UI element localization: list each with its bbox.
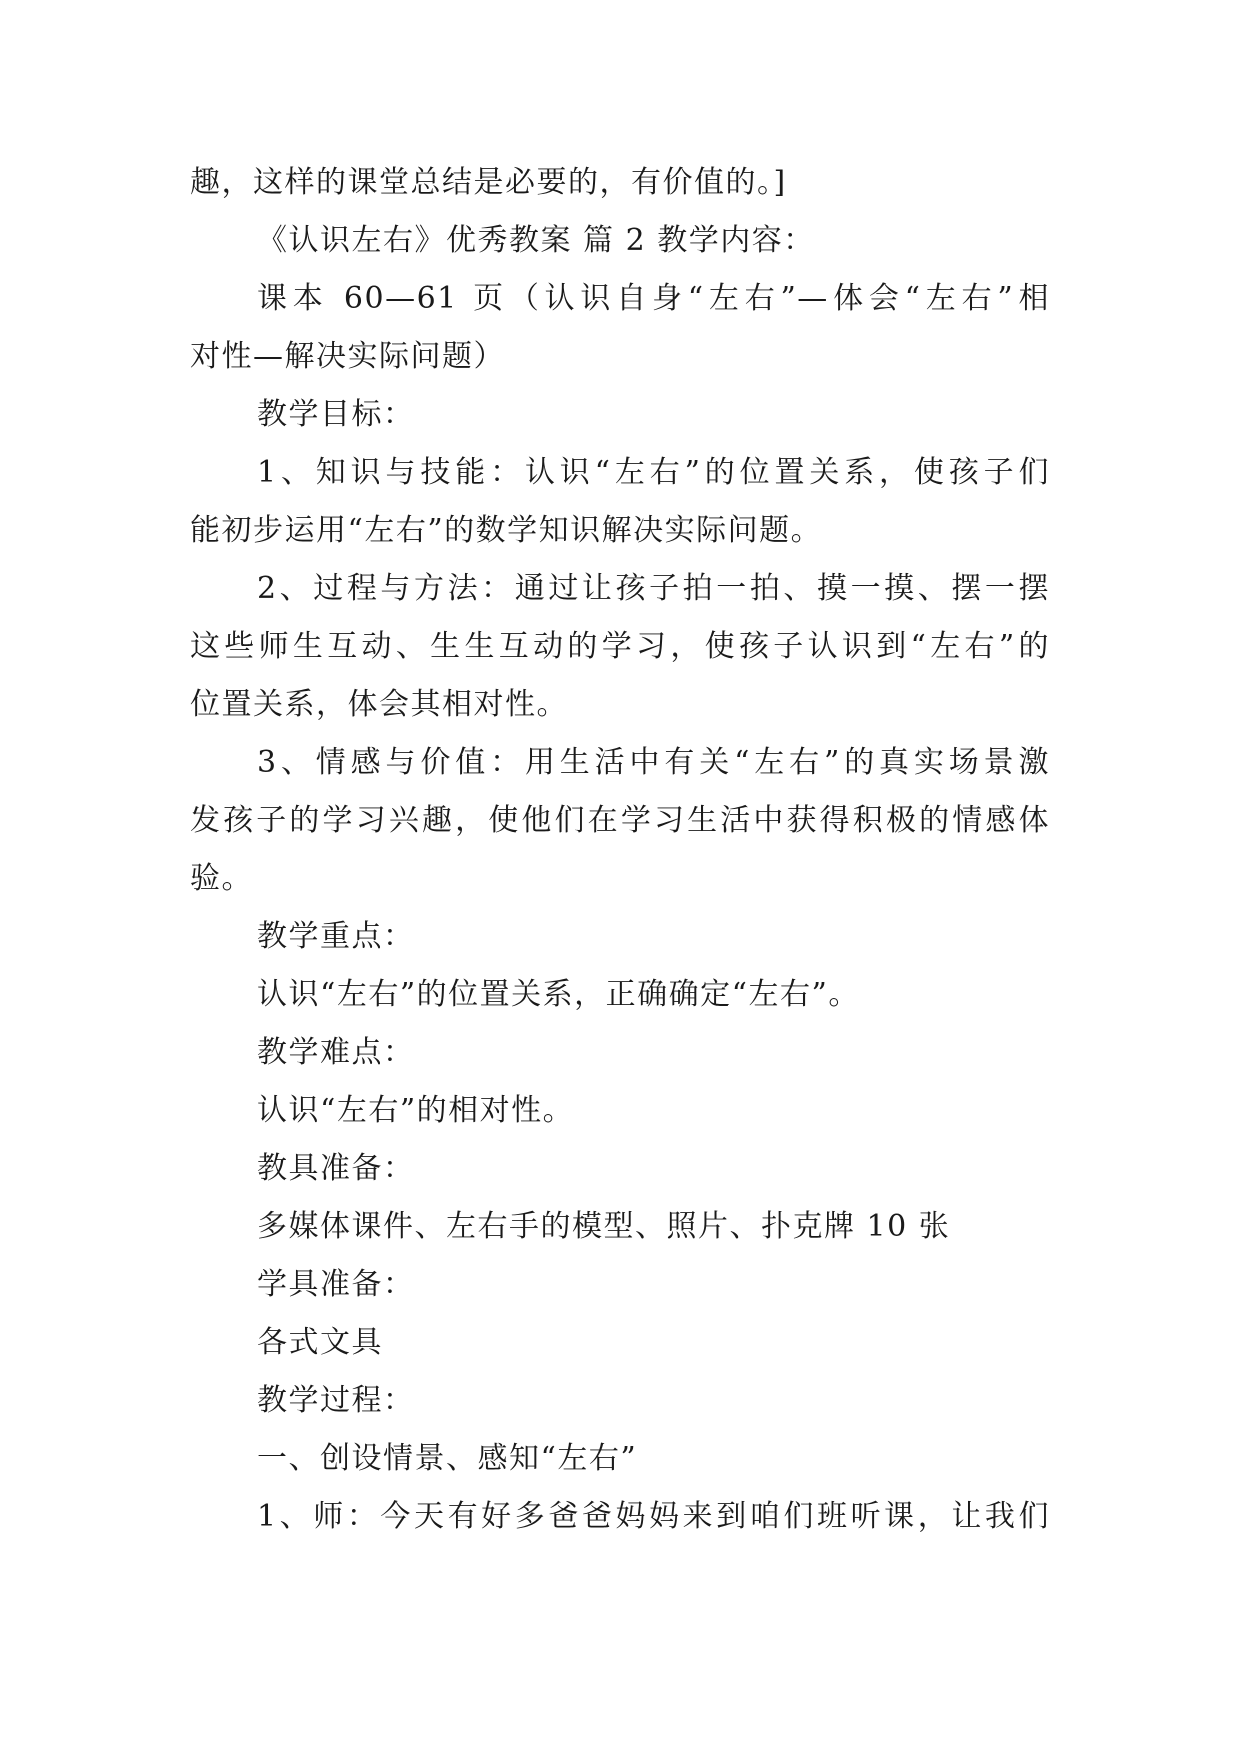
text-line: 各式文具 bbox=[257, 1325, 383, 1360]
text-line: 1、师：今天有好多爸爸妈妈来到咱们班听课，让我们 bbox=[257, 1499, 1050, 1534]
subheading: 教学难点： bbox=[257, 1035, 415, 1070]
text-line: 1、知识与技能：认识“左右”的位置关系，使孩子们 bbox=[257, 455, 1050, 490]
text-line: 能初步运用“左右”的数学知识解决实际问题。 bbox=[190, 513, 823, 548]
text-line: 趣，这样的课堂总结是必要的，有价值的。] bbox=[190, 165, 787, 200]
text-line: 多媒体课件、左右手的模型、照片、扑克牌 10 张 bbox=[257, 1209, 951, 1244]
text-line: 一、创设情景、感知“左右” bbox=[257, 1441, 638, 1476]
text-line: 认识“左右”的相对性。 bbox=[257, 1093, 575, 1128]
subheading: 学具准备： bbox=[257, 1267, 415, 1302]
text-line: 3、情感与价值：用生活中有关“左右”的真实场景激 bbox=[257, 745, 1050, 780]
text-line: 认识“左右”的位置关系，正确确定“左右”。 bbox=[257, 977, 860, 1012]
subheading: 教学重点： bbox=[257, 919, 415, 954]
text-line: 位置关系，体会其相对性。 bbox=[190, 687, 568, 722]
subheading: 教学目标： bbox=[257, 397, 415, 432]
text-line: 对性—解决实际问题） bbox=[190, 339, 505, 374]
text-line: 发孩子的学习兴趣，使他们在学习生活中获得积极的情感体 bbox=[190, 803, 1050, 838]
section-heading: 《认识左右》优秀教案 篇 2 教学内容： bbox=[257, 223, 815, 258]
text-line: 验。 bbox=[190, 861, 253, 896]
subheading: 教学过程： bbox=[257, 1383, 415, 1418]
text-line: 2、过程与方法：通过让孩子拍一拍、摸一摸、摆一摆 bbox=[257, 571, 1050, 606]
text-line: 课本 60—61 页（认识自身“左右”—体会“左右”相 bbox=[257, 281, 1050, 316]
text-line: 这些师生互动、生生互动的学习，使孩子认识到“左右”的 bbox=[190, 629, 1050, 664]
subheading: 教具准备： bbox=[257, 1151, 415, 1186]
